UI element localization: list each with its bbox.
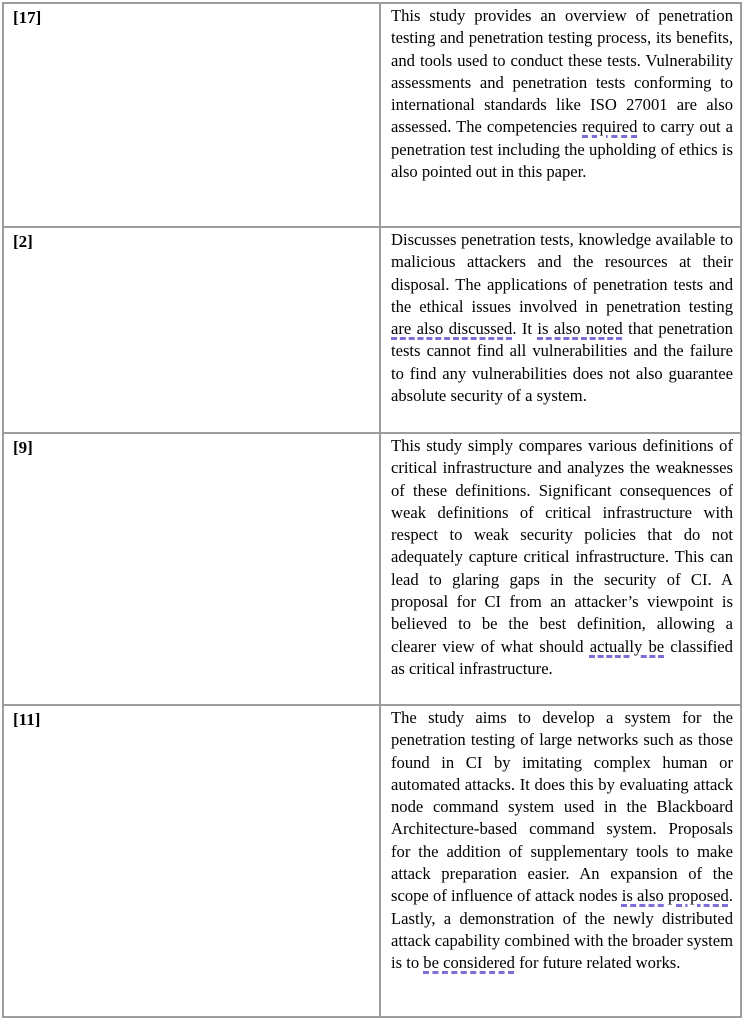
description-text: that penetration tests cannot find all vulnerabilities and the failure to find any vulnerabilities does not also guarantee absolute security of a system.	[391, 319, 733, 406]
description-text: . Lastly, a demonstration of the newly distributed attack capability combined with the broader system is to	[391, 886, 733, 973]
table-row	[3, 705, 741, 1017]
description-text: to carry out a penetration test including the upholding of ethics is also pointed out in this paper.	[391, 117, 733, 182]
reference-cell: [9]	[3, 433, 380, 705]
description-text: . It	[512, 319, 538, 339]
description-cell	[380, 3, 741, 227]
table-row	[3, 227, 741, 433]
description-text: for future related works.	[514, 953, 681, 973]
grammar-suggestion-underline: actually be	[589, 636, 665, 656]
grammar-suggestion-underline: is also noted	[537, 319, 623, 339]
reference-cell: [17]	[3, 3, 380, 227]
grammar-suggestion-underline: is also proposed	[621, 886, 729, 906]
description-text: The study aims to develop a system for the penetration testing of large networks such as those found in CI by imitating complex human or automated attacks. It does this by evaluating attack node command system used in the Blackboard Architecture-based command system. Proposals for the addition of supplementary tools to make attack preparation easier. An expansion of the scope of influence of attack nodes	[391, 708, 733, 906]
reference-cell: [2]	[3, 227, 380, 433]
reference-cell: [11]	[3, 705, 380, 1017]
table-body	[3, 3, 741, 1017]
grammar-suggestion-underline: required	[582, 117, 638, 137]
description-text: This study provides an overview of penetration testing and penetration testing process, its benefits, and tools used to conduct these tests. Vulnerability assessments and penetration tests conforming to international standards like ISO 27001 are also assessed. The competencies	[391, 6, 733, 137]
description-cell	[380, 705, 741, 1017]
description-cell	[380, 433, 741, 705]
description-text: classified as critical infrastructure.	[391, 636, 733, 678]
table-row	[3, 3, 741, 227]
description-text: Discusses penetration tests, knowledge available to malicious attackers and the resources at their disposal. The applications of penetration tests and the ethical issues involved in penetration testing	[391, 230, 733, 316]
grammar-suggestion-underline: be considered	[423, 953, 515, 973]
literature-review-table	[2, 2, 742, 1018]
grammar-suggestion-underline: are also discussed	[391, 319, 513, 339]
description-text: This study simply compares various definitions of critical infrastructure and analyzes the weaknesses of these definitions. Significant consequences of weak definitions of critical infrastructure with respect to weak security policies that do not adequately capture critical infrastructure. This can lead to glaring gaps in the security of CI. A proposal for CI from an attacker’s viewpoint is believed to be the best definition, allowing a clearer view of what should	[391, 436, 733, 656]
table-row	[3, 433, 741, 705]
description-cell	[380, 227, 741, 433]
